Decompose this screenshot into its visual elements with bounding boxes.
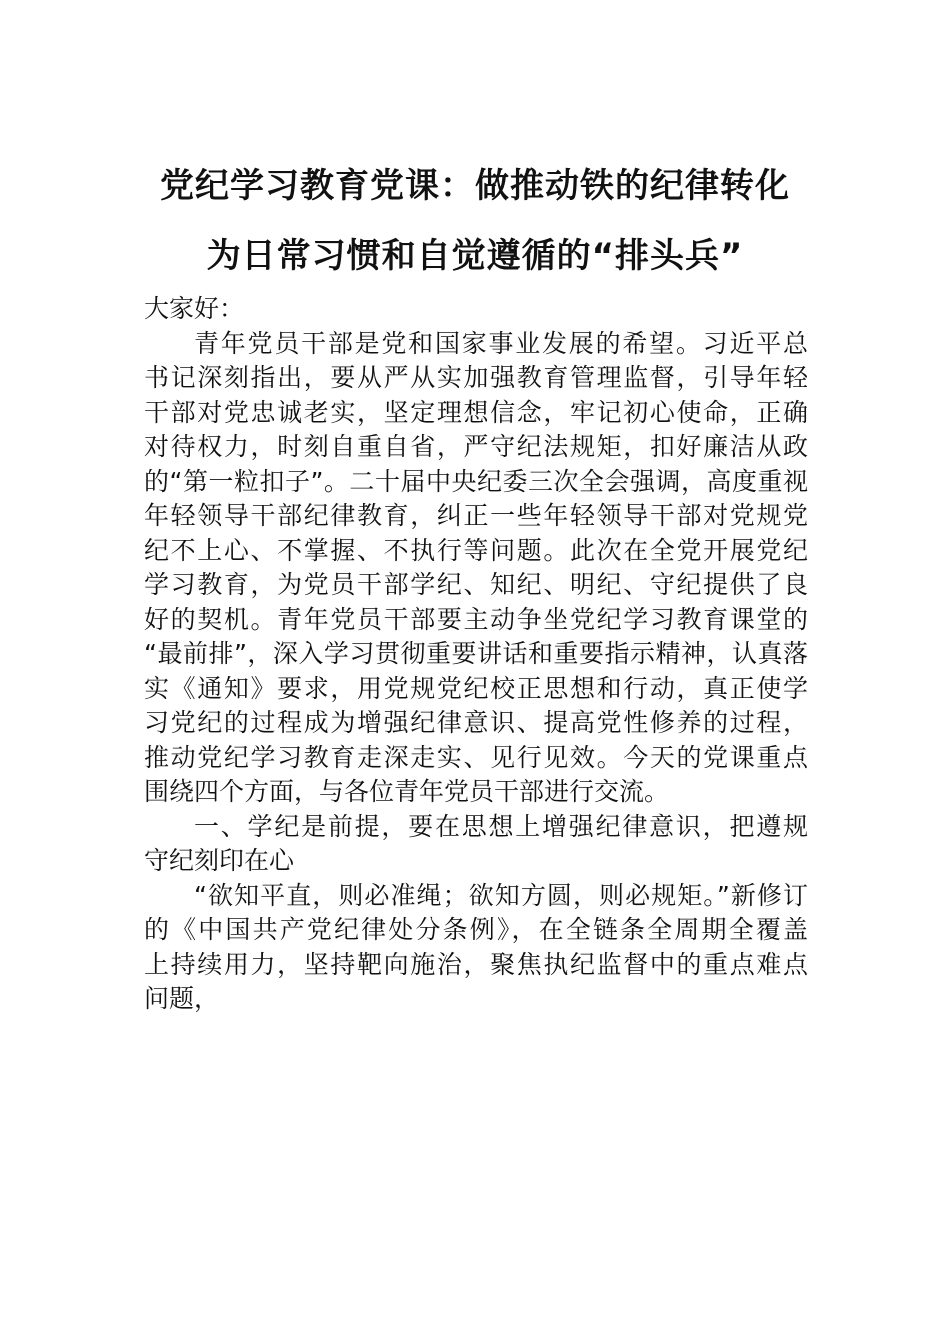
paragraph-1-line: 学习教育，为党员干部学纪、知纪、明纪、守纪提供了良 xyxy=(144,570,808,599)
paragraph-1-line: 书记深刻指出，要从严从实加强教育管理监督，引导年轻 xyxy=(144,363,808,392)
paragraph-1-line: 习党纪的过程成为增强纪律意识、提高党性修养的过程， xyxy=(144,708,808,737)
paragraph-2-line: “欲知平直，则必准绳；欲知方圆，则必规矩。”新修订 xyxy=(194,880,808,910)
section-heading-line: 一、学纪是前提，要在思想上增强纪律意识，把遵规 xyxy=(194,811,808,841)
section-heading-line: 守纪刻印在心 xyxy=(144,846,295,875)
paragraph-1-line: 青年党员干部是党和国家事业发展的希望。习近平总 xyxy=(194,328,808,358)
document-title-line-2: 为日常习惯和自觉遵循的“排头兵” xyxy=(206,236,744,276)
paragraph-1-line: 干部对党忠诚老实，坚定理想信念，牢记初心使命，正确 xyxy=(144,397,808,427)
document-title-line-1: 党纪学习教育党课：做推动铁的纪律转化 xyxy=(160,166,790,206)
paragraph-2-line: 的《中国共产党纪律处分条例》，在全链条全周期全覆盖 xyxy=(144,915,808,944)
document-body xyxy=(144,292,808,1017)
paragraph-2-line: 上持续用力，坚持靶向施治，聚焦执纪监督中的重点难点 xyxy=(144,949,808,979)
paragraph-1-line: 年轻领导干部纪律教育，纠正一些年轻领导干部对党规党 xyxy=(144,501,808,530)
greeting-line: 大家好： xyxy=(144,294,245,323)
paragraph-1-line: 好的契机。青年党员干部要主动争坐党纪学习教育课堂的 xyxy=(144,604,808,634)
paragraph-1-line: 围绕四个方面，与各位青年党员干部进行交流。 xyxy=(144,777,670,806)
paragraph-1-line: 实《通知》要求，用党规党纪校正思想和行动，真正使学 xyxy=(144,673,808,703)
paragraph-1-line: 纪不上心、不掌握、不执行等问题。此次在全党开展党纪 xyxy=(144,535,808,565)
paragraph-1-line: 的“第一粒扣子”。二十届中央纪委三次全会强调，高度重视 xyxy=(144,466,808,496)
paragraph-2-line: 问题， xyxy=(144,984,220,1013)
paragraph-1-line: 对待权力，时刻自重自省，严守纪法规矩，扣好廉洁从政 xyxy=(144,432,808,461)
paragraph-1-line: 推动党纪学习教育走深走实、见行见效。今天的党课重点 xyxy=(144,742,808,772)
paragraph-1-line: “最前排”，深入学习贯彻重要讲话和重要指示精神，认真落 xyxy=(144,639,808,668)
